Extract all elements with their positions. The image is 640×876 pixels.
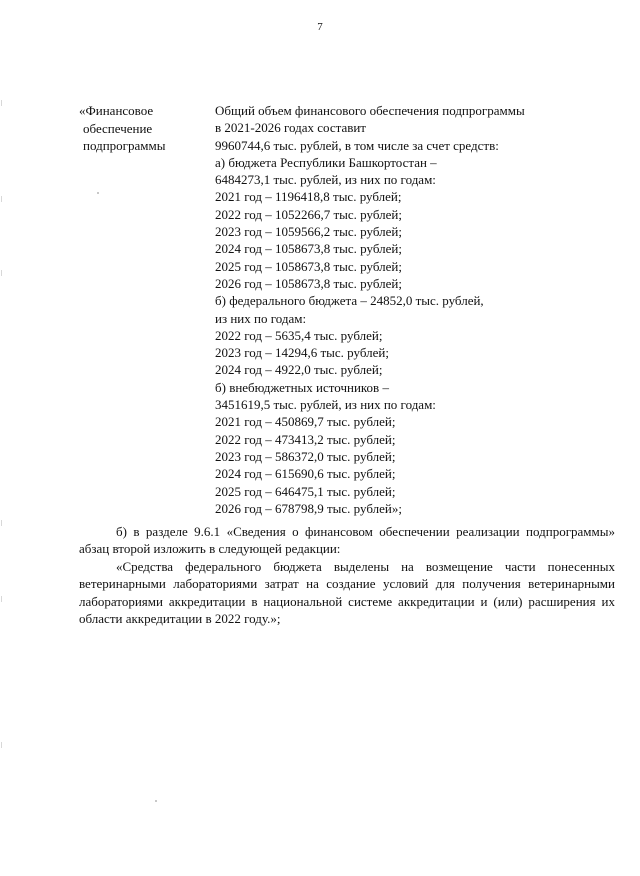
scan-artifact <box>1 270 2 276</box>
value-line: 2022 год – 5635,4 тыс. рублей; <box>215 327 383 343</box>
value-line: 2024 год – 615690,6 тыс. рублей; <box>215 466 396 482</box>
value-line: 3451619,5 тыс. рублей, из них по годам: <box>215 397 436 413</box>
label-line: подпрограммы <box>83 138 166 153</box>
value-line: б) федерального бюджета – 24852,0 тыс. рублей, <box>215 293 484 309</box>
value-line: б) внебюджетных источников – <box>215 379 389 395</box>
value-line: 2022 год – 1052266,7 тыс. рублей; <box>215 206 402 222</box>
scan-artifact <box>155 800 157 802</box>
value-line: а) бюджета Республики Башкортостан – <box>215 154 437 170</box>
value-line: Общий объем финансового обеспечения подпрограммы <box>215 103 525 118</box>
label-line: обеспечение <box>83 120 153 136</box>
value-line: 2025 год – 1058673,8 тыс. рублей; <box>215 258 402 274</box>
value-line: 2021 год – 1196418,8 тыс. рублей; <box>215 189 402 205</box>
passport-row-label <box>79 102 199 155</box>
page-number: 7 <box>317 21 323 33</box>
value-line: 2023 год – 1059566,2 тыс. рублей; <box>215 224 402 240</box>
value-line: 2023 год – 586372,0 тыс. рублей; <box>215 448 396 464</box>
value-line: 2026 год – 678798,9 тыс. рублей»; <box>215 500 402 516</box>
value-line: 2022 год – 473413,2 тыс. рублей; <box>215 431 396 447</box>
value-line: 6484273,1 тыс. рублей, из них по годам: <box>215 172 436 188</box>
value-line: 2026 год – 1058673,8 тыс. рублей; <box>215 275 402 291</box>
scan-artifact <box>1 520 2 526</box>
scan-artifact <box>97 192 99 194</box>
value-line: из них по годам: <box>215 310 307 326</box>
value-line: 2024 год – 4922,0 тыс. рублей; <box>215 362 383 378</box>
paragraph-section-change <box>79 523 615 558</box>
paragraph-new-wording <box>79 558 615 627</box>
scan-artifact <box>1 196 2 202</box>
scan-artifact <box>1 742 2 748</box>
value-line: 2024 год – 1058673,8 тыс. рублей; <box>215 241 402 257</box>
value-line: 9960744,6 тыс. рублей, в том числе за счет средств: <box>215 137 499 153</box>
paragraph-text: «Средства федерального бюджета выделены на возмещение части понесенных ветеринарными лабораториями затрат на создание условий для получения ветеринарными лабораториями аккредитации в национальной системе аккредитации и (или) расширения их области аккредитации в 2022 году.»; <box>79 559 615 626</box>
value-line: 2025 год – 646475,1 тыс. рублей; <box>215 483 396 499</box>
value-line: в 2021-2026 годах составит <box>215 120 366 136</box>
paragraph-text: б) в разделе 9.6.1 «Сведения о финансовом обеспечении реализации подпрограммы» абзац второй изложить в следующей редакции: <box>79 524 615 557</box>
scan-artifact <box>1 596 2 602</box>
value-line: 2023 год – 14294,6 тыс. рублей; <box>215 345 389 361</box>
scan-artifact <box>1 100 2 106</box>
passport-row-value <box>215 102 615 517</box>
value-line: 2021 год – 450869,7 тыс. рублей; <box>215 414 396 430</box>
label-line: «Финансовое <box>79 103 154 118</box>
